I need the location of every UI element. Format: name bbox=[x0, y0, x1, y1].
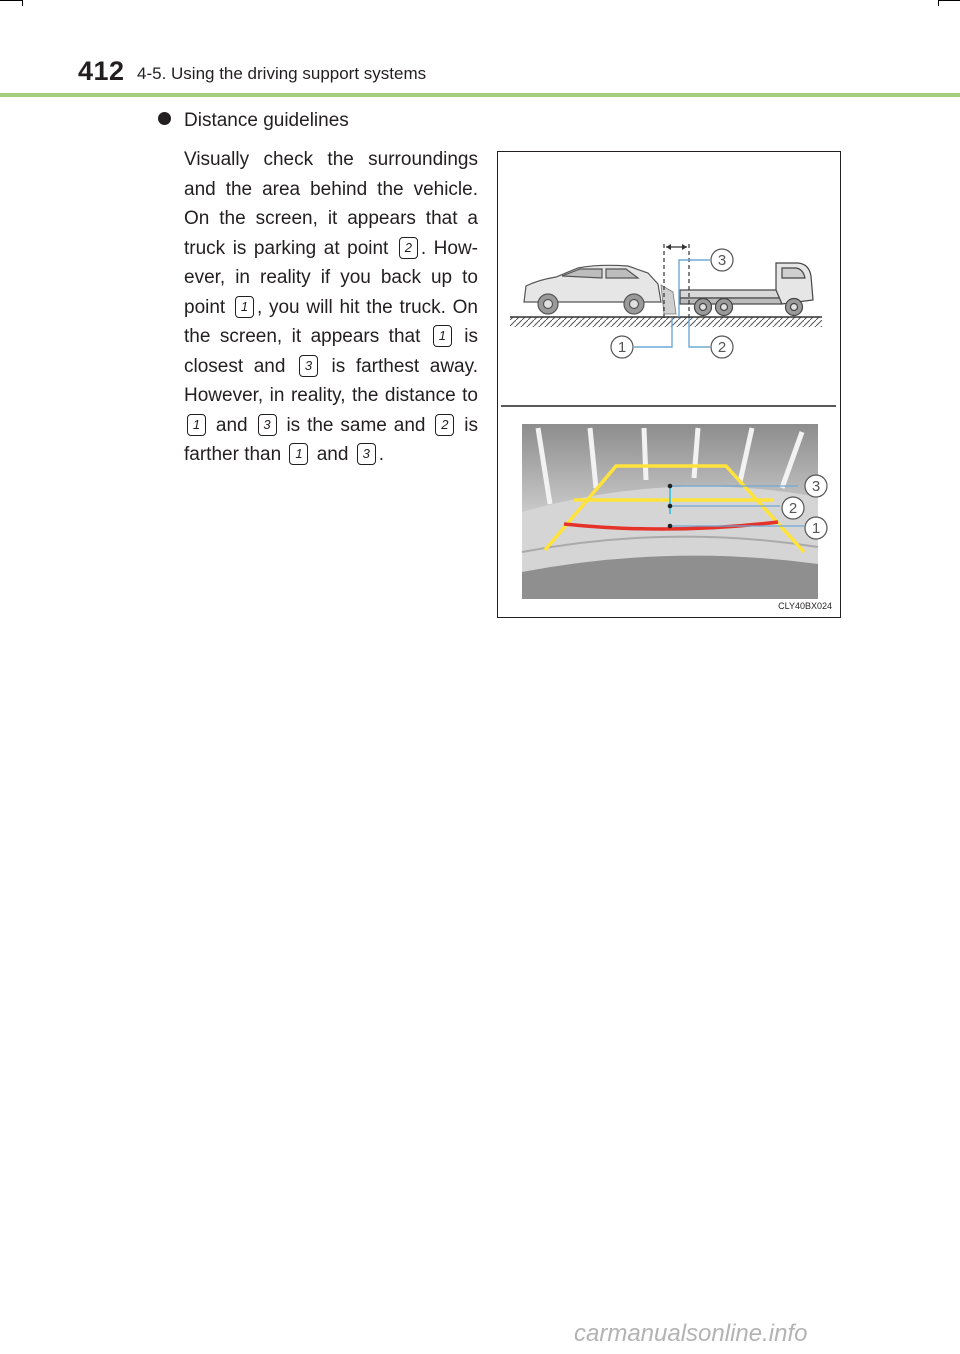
text-run: and bbox=[311, 444, 354, 465]
text-run: is farthest away. However, in reality, the distance to bbox=[184, 355, 478, 406]
section-title: 4-5. Using the driving support systems bbox=[137, 64, 427, 83]
suv-icon bbox=[524, 265, 661, 314]
ground-hatch bbox=[510, 317, 822, 327]
number-badge: 2 bbox=[399, 237, 418, 259]
body-paragraph bbox=[184, 145, 478, 470]
bottom-callout-label-1 bbox=[805, 517, 827, 539]
text-run: , you will hit the truck. On the screen, it appears that bbox=[184, 296, 478, 347]
svg-text:1: 1 bbox=[617, 339, 627, 356]
point-marker bbox=[668, 504, 673, 509]
number-badge: 1 bbox=[289, 443, 308, 465]
figure-code: CLY40BX024 bbox=[778, 601, 832, 611]
text-run: is the same and bbox=[279, 414, 433, 436]
number-badge: 3 bbox=[258, 414, 277, 436]
number-badge: 1 bbox=[235, 296, 254, 318]
arrow-head-icon bbox=[682, 244, 687, 250]
number-badge: 1 bbox=[187, 414, 206, 436]
svg-text:2: 2 bbox=[788, 500, 798, 517]
bottom-callout-label-2 bbox=[782, 497, 804, 519]
number-badge: 1 bbox=[433, 325, 452, 347]
truck-icon bbox=[680, 263, 813, 316]
text-run: . bbox=[378, 444, 384, 465]
text-run: is closest and bbox=[184, 326, 478, 377]
bullet-heading-text: Distance guidelines bbox=[184, 110, 349, 131]
crop-mark-top-right-h bbox=[938, 0, 960, 1]
point-marker bbox=[668, 484, 673, 489]
number-badge: 3 bbox=[357, 443, 376, 465]
bullet-heading bbox=[158, 110, 349, 132]
bottom-callout-label-3 bbox=[805, 475, 827, 497]
bullet-icon bbox=[158, 112, 171, 125]
svg-text:1: 1 bbox=[811, 520, 821, 537]
number-badge: 2 bbox=[435, 414, 454, 436]
text-run: Visually check the surroundings and the area behind the vehicle. On the screen, it appears that a truck is parking at point bbox=[184, 149, 478, 259]
camera-view-cone bbox=[661, 285, 676, 314]
text-run: . How-ever, in reality if you back up to point bbox=[184, 237, 478, 318]
top-callout-label-1 bbox=[611, 336, 633, 358]
text-run: is farther than bbox=[184, 414, 479, 465]
top-callout-label-2 bbox=[711, 336, 733, 358]
svg-text:2: 2 bbox=[717, 339, 727, 356]
text-run: and bbox=[209, 414, 255, 436]
page-number: 412 bbox=[78, 56, 125, 86]
point-marker bbox=[668, 524, 673, 529]
crop-mark-top-left-v bbox=[22, 0, 23, 6]
camera-screen-view bbox=[522, 424, 827, 599]
crop-mark-top-left-h bbox=[0, 0, 22, 1]
side-view-scene bbox=[510, 244, 822, 358]
top-callout-label-3 bbox=[711, 249, 733, 271]
distance-guidelines-figure bbox=[497, 151, 841, 618]
header-rule bbox=[0, 93, 960, 97]
arrow-head-icon bbox=[666, 244, 671, 250]
crop-mark-top-right-v bbox=[938, 0, 939, 6]
svg-text:3: 3 bbox=[811, 478, 821, 495]
figure-illustration bbox=[498, 152, 840, 617]
svg-text:3: 3 bbox=[717, 252, 727, 269]
watermark-link[interactable]: carmanualsonline.info bbox=[574, 1320, 808, 1347]
number-badge: 3 bbox=[299, 355, 318, 377]
